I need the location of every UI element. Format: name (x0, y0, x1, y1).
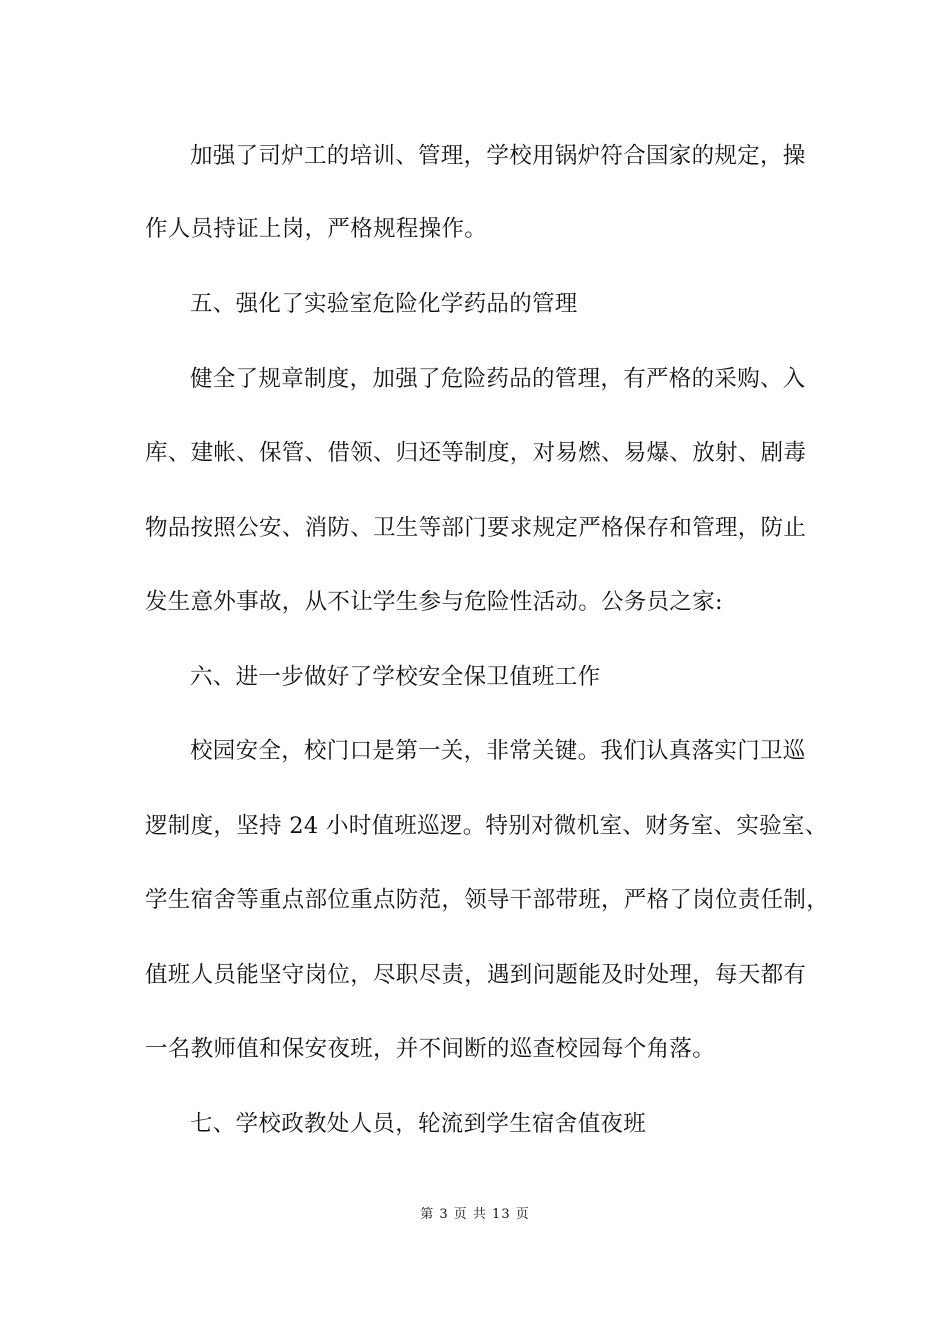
page-number-footer: 第 3 页 共 13 页 (420, 1207, 530, 1222)
paragraph-line: 加强了司炉工的培训、管理，学校用锅炉符合国家的规定，操 (190, 143, 806, 169)
paragraph-line: 值班人员能坚守岗位，尽职尽责，遇到问题能及时处理，每天都有 (145, 962, 807, 988)
paragraph-line: 作人员持证上岗，严格规程操作。 (145, 216, 488, 242)
paragraph-line: 一名教师值和保安夜班，并不间断的巡查校园每个角落。 (145, 1036, 716, 1062)
section-heading: 七、学校政教处人员，轮流到学生宿舍值夜班 (190, 1111, 647, 1137)
paragraph-line: 库、建帐、保管、借领、归还等制度，对易燃、易爆、放射、剧毒 (145, 440, 807, 466)
paragraph-line: 物品按照公安、消防、卫生等部门要求规定严格保存和管理，防止 (145, 515, 807, 541)
paragraph-line: 逻制度，坚持 24 小时值班巡逻。特别对微机室、财务室、实验室、 (145, 813, 828, 839)
paragraph-line: 发生意外事故，从不让学生参与危险性活动。公务员之家: (145, 589, 723, 615)
paragraph-line: 校园安全，校门口是第一关，非常关键。我们认真落实门卫巡 (190, 738, 806, 764)
section-heading: 五、强化了实验室危险化学药品的管理 (190, 291, 578, 317)
section-heading: 六、进一步做好了学校安全保卫值班工作 (190, 664, 601, 690)
paragraph-line: 健全了规章制度，加强了危险药品的管理，有严格的采购、入 (190, 366, 806, 392)
paragraph-line: 学生宿舍等重点部位重点防范，领导干部带班，严格了岗位责任制， (145, 887, 830, 913)
